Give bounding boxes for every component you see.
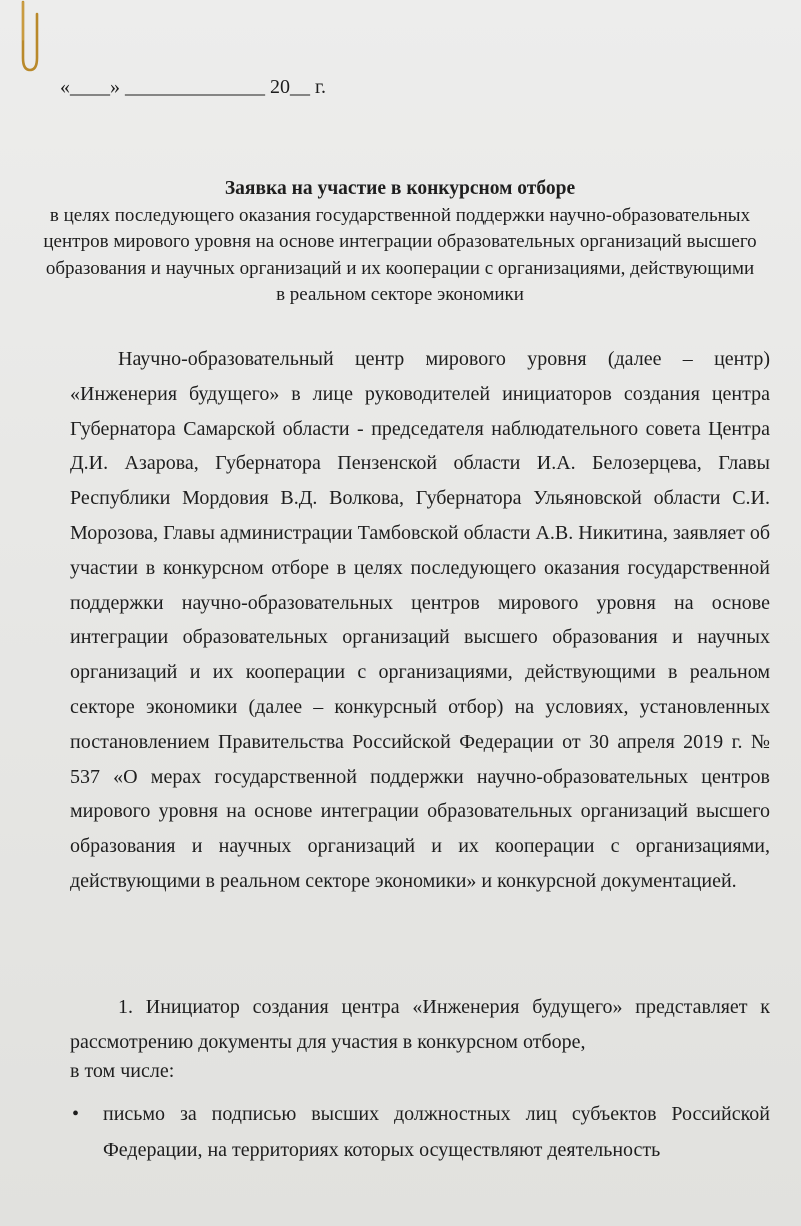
item-1 xyxy=(70,990,770,1060)
document-subtitle: в целях последующего оказания государственной поддержки научно-образовательных центров мирового уровня на основе интеграции образовательных организаций высшего образования и научных организаций и их кооперации с организациями, действующими в реальном секторе экономики xyxy=(43,204,757,305)
bullet-text: письмо за подписью высших должностных лиц субъектов Российской Федерации, на территориях которых осуществляют деятельность xyxy=(103,1103,770,1161)
paragraph-1: Научно-образовательный центр мирового уровня (далее – центр) «Инженерия будущего» в лице руководителей инициаторов создания центра Губернатора Самарской области - председателя наблюдательного совета Центра Д.И. Азарова, Губернатора Пензенской области И.А. Белозерцева, Главы Республики Мордовия В.Д. Волкова, Губернатора Ульяновской области С.И. Морозова, Главы администрации Тамбовской области А.В. Никитина, заявляет об участии в конкурсном отборе в целях последующего оказания государственной поддержки научно-образовательных центров мирового уровня на основе интеграции образовательных организаций высшего образования и научных организаций и их кооперации с организациями, действующими в реальном секторе экономики (далее – конкурсный отбор) на условиях, установленных постановлением Правительства Российской Федерации от 30 апреля 2019 г. № 537 «О мерах государственной поддержки научно-образовательных центров мирового уровня на основе интеграции образовательных организаций высшего образования и научных организаций и их кооперации с организациями, действующими в реальном секторе экономики» и конкурсной документацией. xyxy=(70,348,770,892)
date-line: «____» ______________ 20__ г. xyxy=(60,76,326,98)
list-item xyxy=(70,1096,770,1168)
paper-clip-icon xyxy=(14,0,40,76)
item-1-text: 1. Инициатор создания центра «Инженерия будущего» представляет к рассмотрению документы для участия в конкурсном отборе, xyxy=(70,996,770,1053)
bullet-icon: • xyxy=(72,1103,80,1125)
document-title: Заявка на участие в конкурсном отборе xyxy=(224,178,576,199)
including-label: в том числе: xyxy=(70,1060,175,1082)
title-block xyxy=(40,176,760,309)
main-paragraph xyxy=(70,342,770,899)
